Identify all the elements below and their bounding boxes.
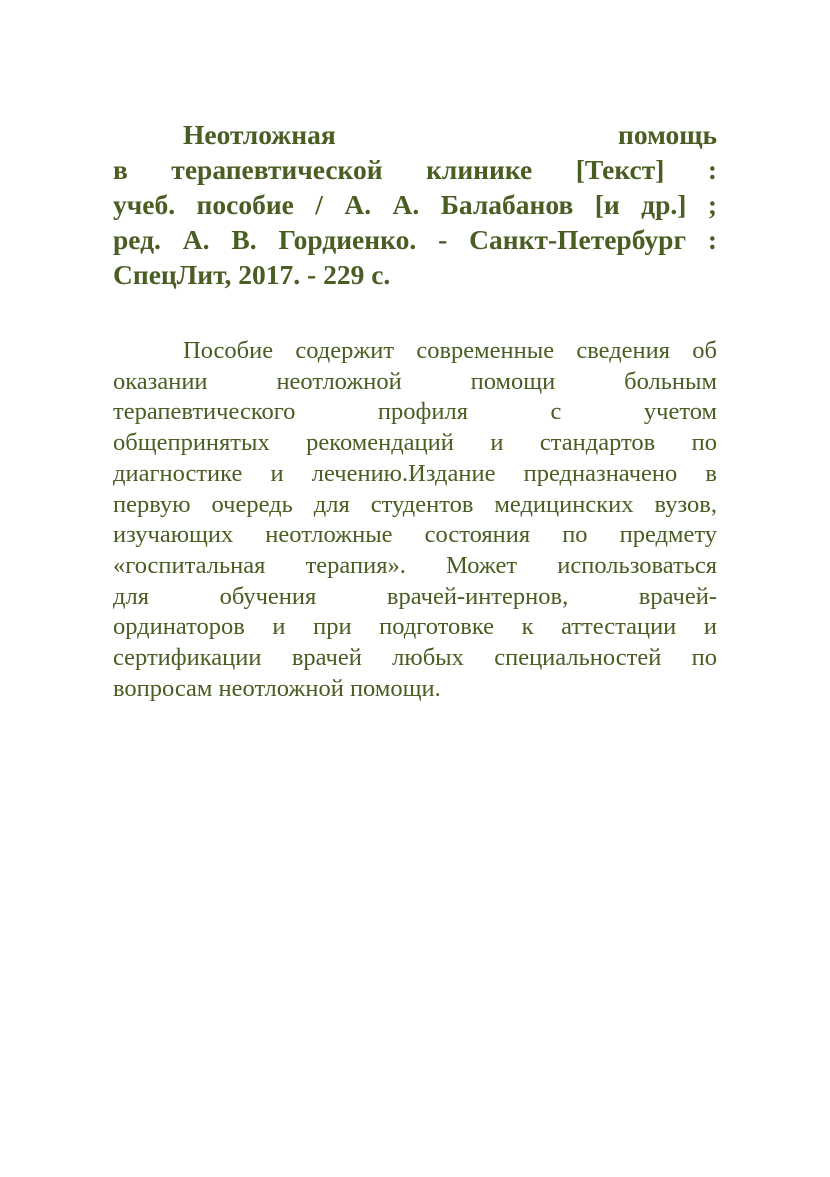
abstract-line: диагностике и лечению.Издание предназначено в <box>113 459 717 487</box>
abstract-paragraph <box>113 336 717 704</box>
abstract-line: изучающих неотложные состояния по предмету <box>113 521 717 549</box>
citation-line: ред. А. В. Гордиенко. - Санкт-Петербург : <box>113 224 717 255</box>
abstract-line: первую очередь для студентов медицинских вузов, <box>113 490 717 518</box>
abstract-line: ординаторов и при подготовке к аттестации и <box>113 613 717 641</box>
abstract-line: сертификации врачей любых специальностей по <box>113 644 717 672</box>
abstract-line: Пособие содержит современные сведения об <box>183 337 717 364</box>
abstract-line: для обучения врачей-интернов, врачей- <box>113 582 717 610</box>
citation-line: Неотложная помощь <box>183 119 717 150</box>
citation-line: СпецЛит, 2017. - 229 с. <box>113 259 391 290</box>
bibliographic-citation <box>113 117 717 292</box>
abstract-line: терапевтического профиля с учетом <box>113 398 717 426</box>
citation-line: в терапевтической клинике [Текст] : <box>113 154 717 185</box>
document-body <box>113 117 717 704</box>
abstract-line: общепринятых рекомендаций и стандартов по <box>113 429 717 457</box>
abstract-line: «госпитальная терапия». Может использоваться <box>113 551 717 579</box>
citation-line: учеб. пособие / А. А. Балабанов [и др.] ; <box>113 189 717 220</box>
abstract-line: вопросам неотложной помощи. <box>113 674 441 702</box>
abstract-line: оказании неотложной помощи больным <box>113 367 717 395</box>
